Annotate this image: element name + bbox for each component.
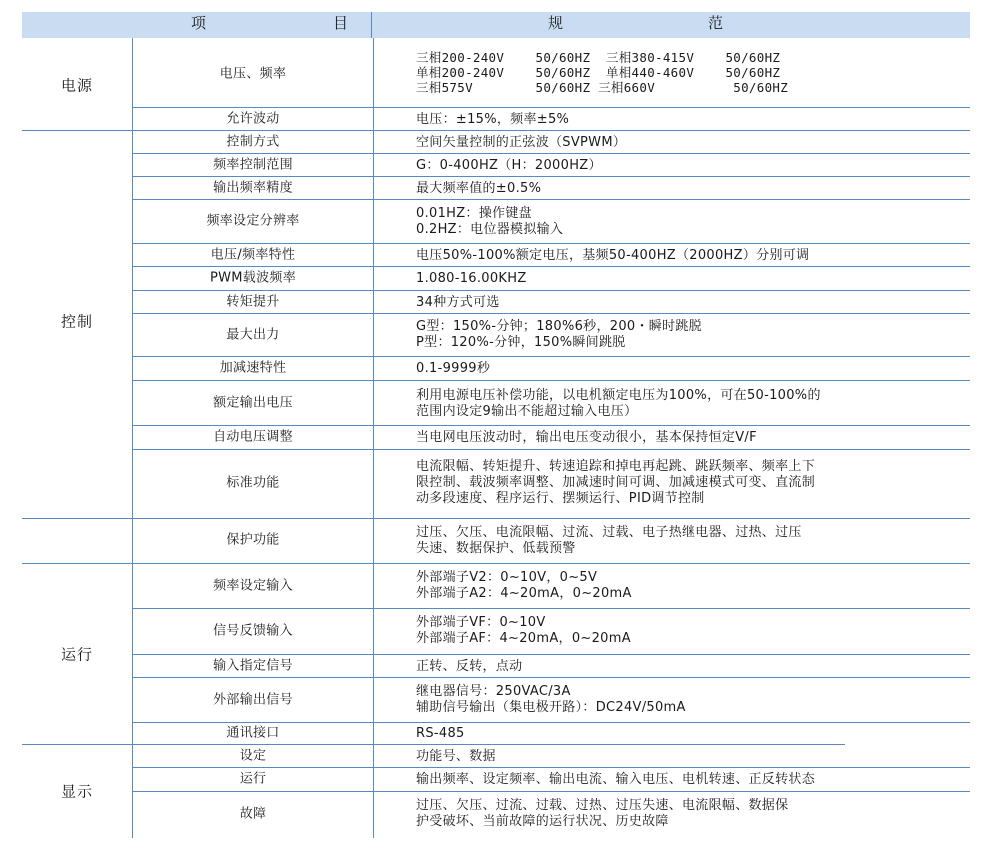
row-separator — [132, 243, 970, 244]
group-label-power: 电源 — [60, 76, 94, 95]
row-spec-line: 限控制、载波频率调整、加减速时间可调、加减速模式可变、直流制 — [416, 475, 816, 490]
group-separator — [22, 744, 373, 745]
row-separator — [132, 313, 970, 314]
row-spec-line: 三相575V 50/60HZ 三相660V 50/60HZ — [416, 80, 789, 95]
row-spec-line: 1.080-16.00KHZ — [416, 271, 527, 286]
row-spec-line: G型：150%-分钟；180%6秒，200・瞬时跳脱 — [416, 319, 702, 334]
row-spec-line: 继电器信号：250VAC/3A — [416, 684, 571, 699]
row-separator — [132, 608, 970, 609]
row-separator — [132, 380, 970, 381]
row-spec-line: 利用电源电压补偿功能，以电机额定电压为100%，可在50-100%的 — [416, 388, 821, 403]
row-separator — [132, 176, 970, 177]
row-name: 输入指定信号 — [213, 658, 293, 674]
row-separator — [373, 563, 970, 564]
row-name: 频率设定分辨率 — [206, 213, 300, 229]
row-separator — [373, 744, 845, 745]
table-header — [22, 12, 970, 38]
header-item-b: 目 — [333, 14, 351, 32]
header-spec-a: 规 — [548, 14, 566, 32]
group-label-control: 控制 — [60, 312, 94, 331]
group-label-run: 运行 — [60, 645, 94, 664]
row-name: 额定输出电压 — [213, 395, 293, 411]
header-item-a: 项 — [191, 14, 209, 32]
row-spec-line: 范围内设定9输出不能超过输入电压） — [416, 404, 638, 419]
row-spec-line: 输出频率、设定频率、输出电流、输入电压、电机转速、正反转状态 — [416, 772, 816, 787]
row-spec-line: 失速、数据保护、低载预警 — [416, 541, 576, 556]
row-separator — [132, 654, 970, 655]
row-name: 保护功能 — [226, 532, 280, 548]
row-name: 标准功能 — [226, 475, 280, 491]
row-name: 最大出力 — [226, 327, 280, 343]
group-separator — [22, 563, 373, 564]
row-separator — [132, 791, 970, 792]
row-spec-line: 动多段速度、程序运行、摆频运行、PID调节控制 — [416, 491, 705, 506]
row-separator — [132, 677, 970, 678]
col-divider-group — [132, 38, 133, 838]
group-separator — [22, 518, 373, 519]
row-spec-line: 单相200-240V 50/60HZ 单相440-460V 50/60HZ — [416, 65, 781, 80]
row-separator — [132, 356, 970, 357]
row-separator — [132, 425, 970, 426]
row-spec-line: 电压：±15%，频率±5% — [416, 112, 570, 127]
row-name: 外部输出信号 — [213, 692, 293, 708]
row-spec-line: 过压、欠压、过流、过载、过热、过压失速、电流限幅、数据保 — [416, 798, 789, 813]
row-spec-line: 空间矢量控制的正弦波（SVPWM） — [416, 135, 627, 150]
row-spec-line: 功能号、数据 — [416, 749, 496, 764]
row-separator — [132, 449, 970, 450]
row-name: 信号反馈输入 — [213, 623, 293, 639]
header-divider — [371, 12, 372, 38]
row-name: 输出频率精度 — [213, 180, 293, 196]
row-spec-line: 电压50%-100%额定电压，基频50-400HZ（2000HZ）分别可调 — [416, 248, 810, 263]
row-separator — [132, 290, 970, 291]
row-spec-line: G：0-400HZ（H：2000HZ） — [416, 158, 602, 173]
header-spec-b: 范 — [708, 14, 726, 32]
row-spec-line: 外部端子AF：4~20mA，0~20mA — [416, 631, 631, 646]
row-spec-line: 最大频率值的±0.5% — [416, 181, 542, 196]
row-name: 转矩提升 — [226, 294, 280, 310]
row-separator — [373, 518, 970, 519]
row-spec-line: 外部端子V2：0~10V，0~5V — [416, 570, 598, 585]
row-name: 故障 — [239, 806, 267, 822]
row-name: 通讯接口 — [226, 725, 280, 741]
row-spec-line: 0.2HZ：电位器模拟输入 — [416, 222, 564, 237]
row-spec-line: 三相200-240V 50/60HZ 三相380-415V 50/60HZ — [416, 50, 781, 65]
group-separator — [22, 130, 373, 131]
row-spec-line: 辅助信号输出（集电极开路）：DC24V/50mA — [416, 700, 686, 715]
row-name: 电压、频率 — [219, 66, 287, 82]
row-spec-line: 0.01HZ：操作键盘 — [416, 206, 532, 221]
row-name: 允许波动 — [226, 111, 280, 127]
row-name: 运行 — [239, 771, 267, 787]
row-name: 设定 — [239, 748, 267, 764]
row-separator — [132, 266, 970, 267]
row-separator — [132, 199, 970, 200]
row-spec-line: 护受破坏、当前故障的运行状况、历史故障 — [416, 814, 669, 829]
row-separator — [373, 130, 970, 131]
row-spec-line: 外部端子VF：0~10V — [416, 615, 546, 630]
group-label-display: 显示 — [60, 782, 94, 801]
col-divider-item — [373, 38, 374, 838]
row-name: 自动电压调整 — [213, 429, 293, 445]
row-spec-line: 当电网电压波动时，输出电压变动很小，基本保持恒定V/F — [416, 430, 757, 445]
row-name: PWM载波频率 — [209, 270, 297, 286]
row-name: 频率控制范围 — [213, 157, 293, 173]
row-name: 加减速特性 — [219, 360, 287, 376]
row-spec-line: P型：120%-分钟，150%瞬间跳脱 — [416, 335, 626, 350]
row-spec-line: 正转、反转，点动 — [416, 659, 523, 674]
row-spec-line: 0.1-9999秒 — [416, 361, 491, 376]
row-spec-line: 过压、欠压、电流限幅、过流、过载、电子热继电器、过热、过压 — [416, 525, 802, 540]
row-separator — [132, 767, 970, 768]
row-spec-line: 34种方式可选 — [416, 295, 500, 310]
row-separator — [132, 153, 970, 154]
row-spec-line: 外部端子A2：4~20mA，0~20mA — [416, 586, 632, 601]
row-separator — [132, 722, 970, 723]
row-spec-line: 电流限幅、转矩提升、转速追踪和掉电再起跳、跳跃频率、频率上下 — [416, 459, 816, 474]
row-separator — [132, 107, 970, 108]
row-name: 电压/频率特性 — [210, 247, 296, 263]
row-name: 控制方式 — [226, 134, 280, 150]
row-name: 频率设定输入 — [213, 578, 293, 594]
row-spec-line: RS-485 — [416, 726, 465, 741]
